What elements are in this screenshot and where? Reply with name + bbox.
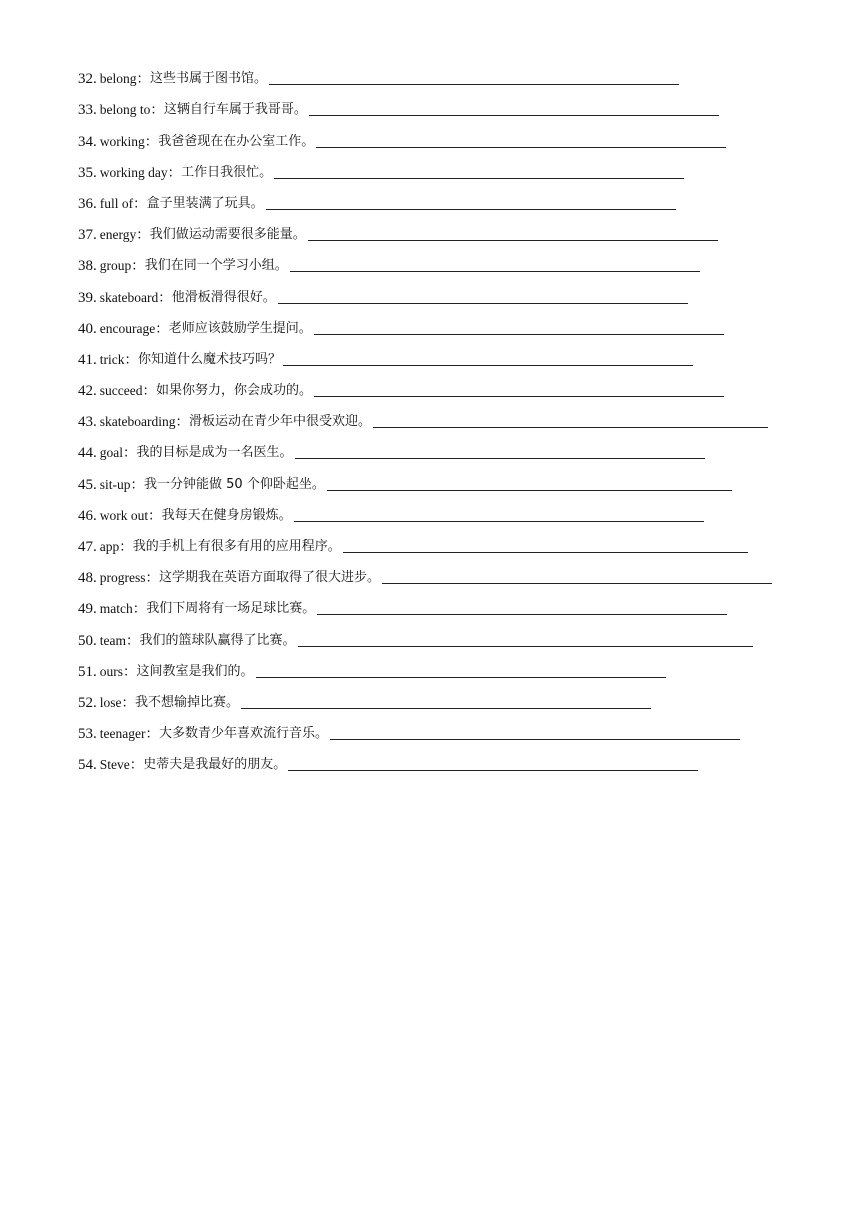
list-item: [78, 56, 818, 87]
item-chinese-sentence: 这学期我在英语方面取得了很大进步。: [159, 570, 381, 586]
item-chinese-sentence: 工作日我很忙。: [181, 164, 273, 180]
item-word: skateboarding: [99, 414, 176, 430]
item-chinese-sentence: 我们做运动需要很多能量。: [149, 227, 306, 243]
item-separator: ：: [130, 476, 145, 493]
list-item: [78, 274, 818, 305]
list-item: [78, 430, 818, 461]
item-chinese-sentence: 我每天在健身房锻炼。: [161, 507, 292, 523]
item-chinese-sentence: 我一分钟能做 50 个仰卧起坐。: [144, 476, 325, 492]
item-chinese-sentence: 我们在同一个学习小组。: [144, 258, 288, 274]
item-separator: ：: [131, 258, 145, 275]
answer-blank-line[interactable]: [373, 426, 768, 428]
list-item: [78, 555, 818, 586]
item-word: team: [99, 632, 126, 648]
item-separator: ：: [124, 351, 138, 368]
answer-blank-line[interactable]: [294, 520, 704, 522]
list-item: [78, 212, 818, 243]
item-number: 41.: [78, 351, 97, 368]
item-word: succeed: [99, 383, 143, 399]
item-word: full of: [99, 195, 134, 211]
list-item: [78, 680, 818, 711]
answer-blank-line[interactable]: [290, 270, 700, 272]
list-item: [78, 337, 818, 368]
answer-blank-line[interactable]: [316, 146, 726, 148]
item-number: 35.: [78, 164, 97, 181]
item-word: work out: [99, 507, 149, 523]
item-separator: ：: [142, 383, 156, 400]
answer-blank-line[interactable]: [256, 676, 666, 678]
answer-blank-line[interactable]: [330, 738, 740, 740]
answer-blank-line[interactable]: [295, 457, 705, 459]
item-number: 38.: [78, 258, 97, 275]
item-chinese-sentence: 我的手机上有很多有用的应用程序。: [132, 539, 341, 554]
list-item: [78, 586, 818, 617]
item-separator: ：: [158, 289, 172, 306]
answer-blank-line[interactable]: [314, 395, 724, 397]
answer-blank-line[interactable]: [269, 83, 679, 85]
list-item: [78, 617, 818, 648]
item-number: 53.: [78, 726, 97, 743]
item-separator: ：: [144, 133, 159, 150]
item-word: group: [99, 258, 132, 274]
item-separator: ：: [150, 102, 164, 119]
item-chinese-sentence: 这辆自行车属于我哥哥。: [163, 102, 307, 118]
item-number: 33.: [78, 102, 97, 119]
answer-blank-line[interactable]: [241, 707, 651, 709]
item-chinese-sentence: 这间教室是我们的。: [136, 663, 254, 679]
item-chinese-sentence: 我们的篮球队赢得了比赛。: [139, 632, 296, 648]
item-separator: ：: [136, 71, 150, 88]
item-chinese-sentence: 史蒂夫是我最好的朋友。: [143, 757, 287, 773]
item-number: 43.: [78, 414, 97, 431]
item-number: 51.: [78, 663, 97, 680]
answer-blank-line[interactable]: [283, 364, 693, 366]
item-word: belong to: [99, 102, 151, 118]
item-word: ours: [99, 663, 123, 679]
list-item: [78, 181, 818, 212]
list-item: [78, 399, 818, 430]
item-separator: ：: [167, 164, 182, 181]
answer-blank-line[interactable]: [308, 239, 718, 241]
list-item: [78, 649, 818, 680]
item-number: 32.: [78, 71, 97, 88]
item-word: skateboard: [99, 289, 159, 305]
item-number: 39.: [78, 289, 97, 306]
item-number: 52.: [78, 694, 97, 711]
answer-blank-line[interactable]: [278, 302, 688, 304]
item-separator: ：: [175, 414, 189, 431]
answer-blank-line[interactable]: [327, 489, 732, 491]
list-item: [78, 150, 818, 181]
item-word: encourage: [99, 320, 156, 336]
item-chinese-sentence: 他滑板滑得很好。: [171, 289, 276, 305]
item-separator: ：: [132, 601, 147, 618]
answer-blank-line[interactable]: [317, 613, 727, 615]
list-item: [78, 524, 818, 555]
item-word: belong: [99, 71, 137, 87]
item-chinese-sentence: 我们下周将有一场足球比赛。: [146, 601, 316, 617]
item-separator: ：: [126, 632, 140, 649]
item-word: teenager: [99, 726, 146, 742]
item-separator: ：: [121, 694, 135, 711]
list-item: [78, 742, 818, 773]
item-number: 49.: [78, 601, 97, 618]
answer-blank-line[interactable]: [288, 769, 698, 771]
item-word: trick: [99, 351, 125, 367]
item-chinese-sentence: 这些书属于图书馆。: [150, 71, 268, 87]
item-number: 36.: [78, 195, 97, 212]
list-item: [78, 118, 818, 149]
item-chinese-sentence: 你知道什么魔术技巧吗？: [138, 351, 282, 367]
item-number: 50.: [78, 632, 97, 649]
item-separator: ：: [145, 570, 159, 587]
list-item: [78, 306, 818, 337]
answer-blank-line[interactable]: [309, 114, 719, 116]
list-item: [78, 493, 818, 524]
answer-blank-line[interactable]: [298, 645, 753, 647]
item-number: 44.: [78, 445, 97, 462]
answer-blank-line[interactable]: [343, 551, 748, 553]
item-chinese-sentence: 盒子里装满了玩具。: [146, 195, 264, 211]
item-word: match: [99, 601, 133, 617]
item-separator: ：: [119, 539, 133, 555]
item-word: sit-up: [99, 476, 131, 492]
item-chinese-sentence: 大多数青少年喜欢流行音乐。: [158, 726, 328, 742]
item-word: goal: [99, 445, 123, 461]
item-word: Steve: [99, 757, 130, 773]
item-separator: ：: [123, 663, 137, 680]
answer-blank-line[interactable]: [266, 208, 676, 210]
item-word: working: [99, 133, 145, 149]
item-chinese-sentence: 我不想输掉比赛。: [135, 694, 240, 710]
item-number: 45.: [78, 476, 97, 493]
item-number: 42.: [78, 383, 97, 400]
item-separator: ：: [155, 320, 169, 337]
item-word: app: [99, 539, 120, 554]
item-separator: ：: [129, 757, 144, 774]
item-separator: ：: [136, 227, 150, 244]
answer-blank-line[interactable]: [314, 333, 724, 335]
list-item: [78, 711, 818, 742]
item-chinese-sentence: 我的目标是成为一名医生。: [136, 445, 293, 461]
item-separator: ：: [133, 195, 147, 212]
item-number: 47.: [78, 539, 97, 555]
list-item: [78, 461, 818, 492]
item-chinese-sentence: 如果你努力，你会成功的。: [155, 383, 312, 399]
item-separator: ：: [123, 445, 137, 462]
item-number: 34.: [78, 133, 97, 150]
item-separator: ：: [145, 726, 159, 743]
sentence-translation-list: [78, 56, 818, 773]
answer-blank-line[interactable]: [382, 582, 772, 584]
item-chinese-sentence: 老师应该鼓励学生提问。: [168, 320, 312, 336]
item-separator: ：: [148, 507, 162, 524]
answer-blank-line[interactable]: [274, 177, 684, 179]
item-number: 54.: [78, 757, 97, 774]
item-number: 40.: [78, 320, 97, 337]
item-word: progress: [99, 570, 146, 586]
item-chinese-sentence: 我爸爸现在在办公室工作。: [158, 133, 315, 149]
item-word: working day: [99, 164, 168, 180]
item-word: lose: [99, 694, 122, 710]
item-number: 48.: [78, 570, 97, 587]
list-item: [78, 87, 818, 118]
list-item: [78, 368, 818, 399]
item-number: 37.: [78, 227, 97, 244]
item-number: 46.: [78, 507, 97, 524]
item-chinese-sentence: 滑板运动在青少年中很受欢迎。: [188, 414, 371, 430]
item-word: energy: [99, 227, 137, 243]
list-item: [78, 243, 818, 274]
